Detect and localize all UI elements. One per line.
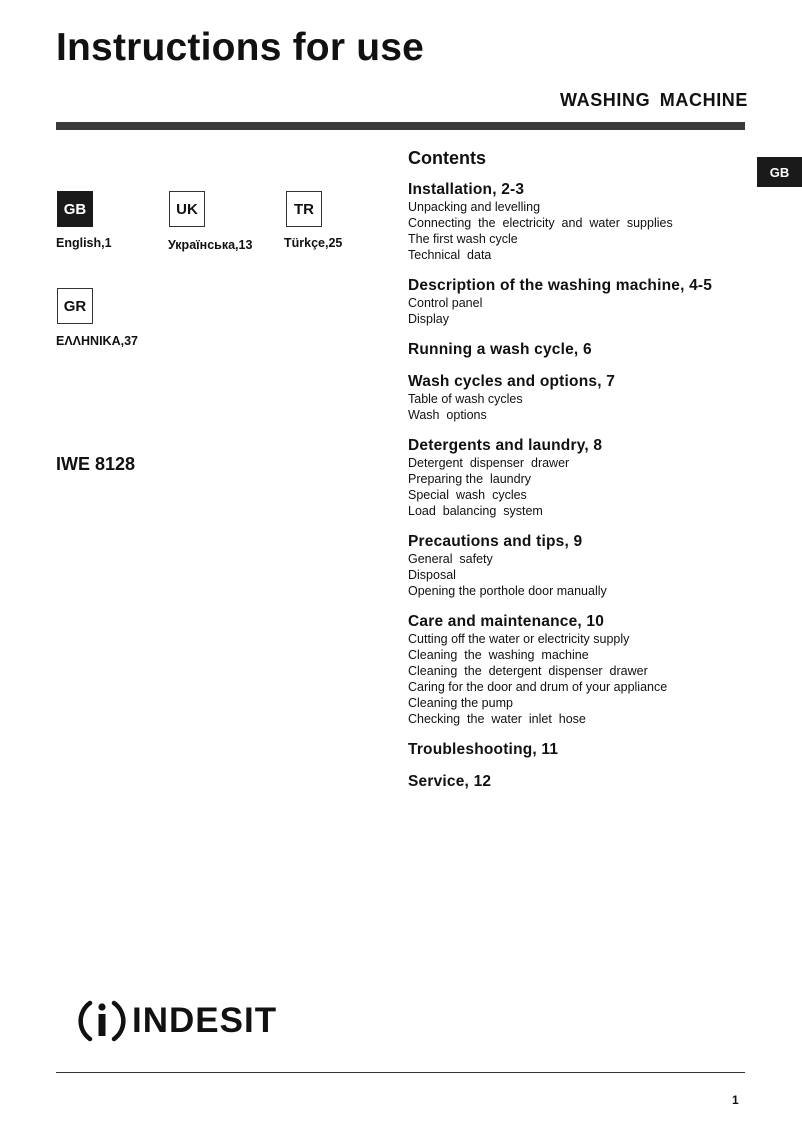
toc-item: Caring for the door and drum of your appliance [408,680,668,694]
toc-section-care [408,612,768,727]
toc-section-running [408,340,768,359]
brand-logo [76,995,276,1047]
model-number: IWE 8128 [56,454,136,474]
indesit-logo-icon [76,995,128,1047]
page-number: 1 [732,1093,739,1107]
toc-item: Unpacking and levelling [408,200,541,214]
toc-item: Detergent dispenser drawer [408,456,570,470]
lang-label-gr: ΕΛΛΗΝΙΚΑ,37 [56,334,138,348]
toc-section-title: Detergents and laundry, 8 [408,437,603,454]
toc-item: Cutting off the water or electricity supply [408,632,630,646]
toc-section-title: Care and maintenance, 10 [408,613,605,630]
toc-item: Cleaning the pump [408,696,513,710]
toc-section-title: Troubleshooting, 11 [408,741,559,758]
toc-item: Connecting the electricity and water supplies [408,216,673,230]
lang-box-tr: TR [286,191,322,227]
toc-section-title: Description of the washing machine, 4-5 [408,277,713,294]
toc-section-title: Installation, 2-3 [408,181,525,198]
footer-divider [56,1072,745,1073]
toc-section-installation [408,180,768,263]
header-divider [56,122,745,130]
lang-box-gr: GR [57,288,93,324]
lang-box-uk: UK [169,191,205,227]
side-language-tab: GB [757,157,802,187]
toc-item: General safety [408,552,493,566]
page-title: Instructions for use [56,26,425,69]
toc-item: Table of wash cycles [408,392,523,406]
toc-item: Cleaning the washing machine [408,648,589,662]
toc-section-description [408,276,768,327]
toc-item: The first wash cycle [408,232,518,246]
toc-item: Technical data [408,248,492,262]
toc-section-precautions [408,532,768,599]
toc-item: Load balancing system [408,504,543,518]
contents-title: Contents [408,148,486,168]
lang-label-gb: English,1 [56,236,112,250]
toc-item: Wash options [408,408,487,422]
lang-box-gb: GB [57,191,93,227]
toc-section-title: Service, 12 [408,773,492,790]
lang-label-tr: Türkçe,25 [284,236,343,250]
toc-item: Opening the porthole door manually [408,584,607,598]
toc-section-wash-cycles [408,372,768,423]
toc-section-title: Running a wash cycle, 6 [408,341,592,358]
lang-label-uk: Українська,13 [168,238,253,252]
toc-section-title: Wash cycles and options, 7 [408,373,616,390]
toc-section-detergents [408,436,768,519]
toc-item: Checking the water inlet hose [408,712,586,726]
toc-section-troubleshooting [408,740,768,759]
toc-section-service [408,772,768,791]
table-of-contents [408,148,768,804]
toc-item: Control panel [408,296,483,310]
toc-section-title: Precautions and tips, 9 [408,533,583,550]
toc-item: Cleaning the detergent dispenser drawer [408,664,648,678]
toc-item: Preparing the laundry [408,472,531,486]
toc-item: Display [408,312,449,326]
toc-item: Disposal [408,568,456,582]
brand-name: INDESIT [132,1001,278,1040]
page-subtitle: WASHING MACHINE [560,90,748,110]
toc-item: Special wash cycles [408,488,527,502]
